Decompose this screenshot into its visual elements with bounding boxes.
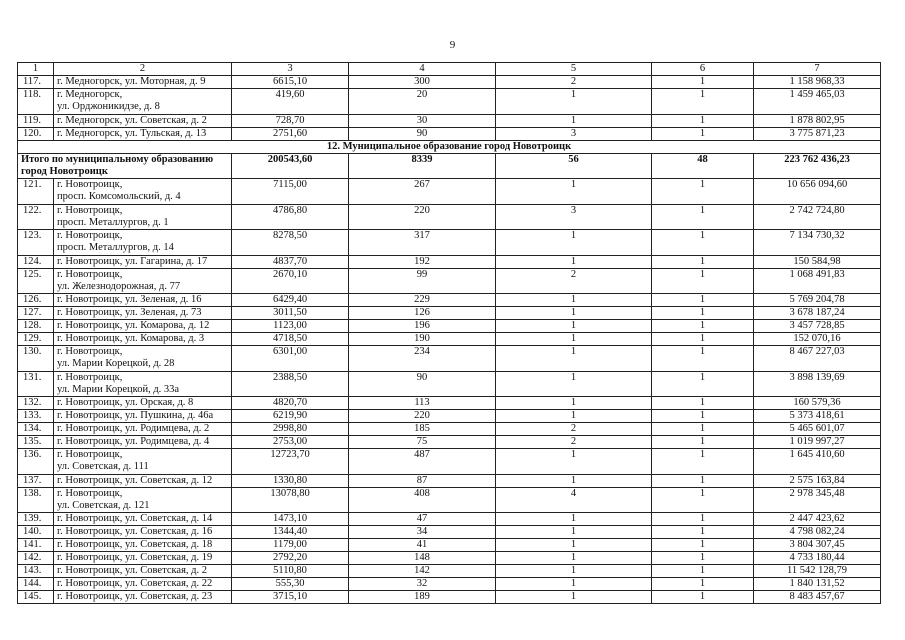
row-number: 126. — [18, 294, 54, 307]
residents: 99 — [349, 268, 496, 294]
houses-count: 1 — [652, 255, 754, 268]
cost: 1 019 997,27 — [754, 436, 881, 449]
residents: 192 — [349, 255, 496, 268]
address: г. Новотроицк, просп. Комсомольский, д. 4 — [54, 179, 232, 205]
header-address: 2 — [54, 63, 232, 76]
houses-count: 1 — [652, 114, 754, 127]
table-row — [18, 89, 881, 115]
houses-count: 1 — [652, 333, 754, 346]
table-row — [18, 410, 881, 423]
cost: 1 459 465,03 — [754, 89, 881, 115]
address: г. Новотроицк, ул. Советская, д. 111 — [54, 449, 232, 475]
floors-count: 1 — [496, 346, 652, 372]
area: 3715,10 — [232, 591, 349, 604]
row-number: 117. — [18, 76, 54, 89]
area: 1344,40 — [232, 526, 349, 539]
table-row — [18, 552, 881, 565]
residents: 229 — [349, 294, 496, 307]
table-row — [18, 526, 881, 539]
table-row — [18, 565, 881, 578]
area: 555,30 — [232, 578, 349, 591]
residents: 20 — [349, 89, 496, 115]
address: г. Новотроицк, ул. Зеленая, д. 73 — [54, 307, 232, 320]
address: г. Медногорск, ул. Орджоникидзе, д. 8 — [54, 89, 232, 115]
area: 6301,00 — [232, 346, 349, 372]
houses-count: 1 — [652, 307, 754, 320]
cost: 3 898 139,69 — [754, 371, 881, 397]
floors-count: 1 — [496, 526, 652, 539]
houses-count: 1 — [652, 552, 754, 565]
table-row — [18, 307, 881, 320]
houses-count: 1 — [652, 230, 754, 256]
floors-count: 4 — [496, 487, 652, 513]
header-houses-count: 6 — [652, 63, 754, 76]
cost: 3 457 728,85 — [754, 320, 881, 333]
floors-count: 1 — [496, 591, 652, 604]
address: г. Новотроицк, ул. Гагарина, д. 17 — [54, 255, 232, 268]
cost: 5 373 418,61 — [754, 410, 881, 423]
area: 13078,80 — [232, 487, 349, 513]
floors-count: 3 — [496, 204, 652, 230]
floors-count: 1 — [496, 320, 652, 333]
address: г. Новотроицк, просп. Металлургов, д. 1 — [54, 204, 232, 230]
area: 1179,00 — [232, 539, 349, 552]
table-row — [18, 474, 881, 487]
table-row — [18, 436, 881, 449]
table-row — [18, 76, 881, 89]
table-row — [18, 371, 881, 397]
floors-count: 1 — [496, 410, 652, 423]
cost: 10 656 094,60 — [754, 179, 881, 205]
row-number: 124. — [18, 255, 54, 268]
area: 2998,80 — [232, 423, 349, 436]
table-row — [18, 578, 881, 591]
section-header-row — [18, 140, 881, 153]
header-cost: 7 — [754, 63, 881, 76]
table-row — [18, 320, 881, 333]
row-number: 131. — [18, 371, 54, 397]
area: 419,60 — [232, 89, 349, 115]
floors-count: 1 — [496, 513, 652, 526]
address: г. Новотроицк, ул. Советская, д. 22 — [54, 578, 232, 591]
total-label: Итого по муниципальному образованию город Новотроицк — [18, 153, 232, 179]
area: 1330,80 — [232, 474, 349, 487]
address: г. Новотроицк, ул. Зеленая, д. 16 — [54, 294, 232, 307]
residents: 196 — [349, 320, 496, 333]
floors-count: 3 — [496, 127, 652, 140]
area: 2388,50 — [232, 371, 349, 397]
address: г. Новотроицк, ул. Советская, д. 121 — [54, 487, 232, 513]
cost: 1 068 491,83 — [754, 268, 881, 294]
houses-count: 1 — [652, 179, 754, 205]
residents: 75 — [349, 436, 496, 449]
table-row — [18, 591, 881, 604]
row-number: 137. — [18, 474, 54, 487]
area: 6219,90 — [232, 410, 349, 423]
header-residents: 4 — [349, 63, 496, 76]
row-number: 118. — [18, 89, 54, 115]
houses-count: 1 — [652, 76, 754, 89]
residents: 90 — [349, 371, 496, 397]
address: г. Медногорск, ул. Моторная, д. 9 — [54, 76, 232, 89]
cost: 5 769 204,78 — [754, 294, 881, 307]
area: 3011,50 — [232, 307, 349, 320]
table-row — [18, 487, 881, 513]
residents: 185 — [349, 423, 496, 436]
header-row-number: 1 — [18, 63, 54, 76]
row-number: 133. — [18, 410, 54, 423]
area: 12723,70 — [232, 449, 349, 475]
table-row — [18, 539, 881, 552]
table-row — [18, 294, 881, 307]
row-number: 120. — [18, 127, 54, 140]
address: г. Новотроицк, ул. Родимцева, д. 4 — [54, 436, 232, 449]
residents: 32 — [349, 578, 496, 591]
area: 4837,70 — [232, 255, 349, 268]
address: г. Медногорск, ул. Советская, д. 2 — [54, 114, 232, 127]
floors-count: 1 — [496, 89, 652, 115]
floors-count: 1 — [496, 333, 652, 346]
residents: 142 — [349, 565, 496, 578]
row-number: 127. — [18, 307, 54, 320]
residents: 300 — [349, 76, 496, 89]
area: 728,70 — [232, 114, 349, 127]
houses-count: 1 — [652, 578, 754, 591]
total-houses-count: 48 — [652, 153, 754, 179]
cost: 3 775 871,23 — [754, 127, 881, 140]
houses-count: 1 — [652, 591, 754, 604]
houses-count: 1 — [652, 474, 754, 487]
residents: 487 — [349, 449, 496, 475]
houses-count: 1 — [652, 487, 754, 513]
table-row — [18, 179, 881, 205]
cost: 2 978 345,48 — [754, 487, 881, 513]
floors-count: 1 — [496, 397, 652, 410]
header-area: 3 — [232, 63, 349, 76]
table-row — [18, 513, 881, 526]
residents: 34 — [349, 526, 496, 539]
row-number: 135. — [18, 436, 54, 449]
houses-count: 1 — [652, 565, 754, 578]
houses-count: 1 — [652, 513, 754, 526]
floors-count: 1 — [496, 307, 652, 320]
cost: 1 878 802,95 — [754, 114, 881, 127]
table-row — [18, 333, 881, 346]
section-title: 12. Муниципальное образование город Новотроицк — [18, 140, 881, 153]
row-number: 129. — [18, 333, 54, 346]
residents: 87 — [349, 474, 496, 487]
area: 2753,00 — [232, 436, 349, 449]
total-row — [18, 153, 881, 179]
houses-count: 1 — [652, 539, 754, 552]
floors-count: 1 — [496, 578, 652, 591]
houses-count: 1 — [652, 268, 754, 294]
area: 1123,00 — [232, 320, 349, 333]
cost: 8 483 457,67 — [754, 591, 881, 604]
houses-count: 1 — [652, 89, 754, 115]
floors-count: 1 — [496, 230, 652, 256]
houses-count: 1 — [652, 436, 754, 449]
address: г. Новотроицк, ул. Марии Корецкой, д. 28 — [54, 346, 232, 372]
page-number: 9 — [449, 39, 456, 51]
row-number: 142. — [18, 552, 54, 565]
row-number: 143. — [18, 565, 54, 578]
row-number: 140. — [18, 526, 54, 539]
address: г. Новотроицк, ул. Орская, д. 8 — [54, 397, 232, 410]
row-number: 122. — [18, 204, 54, 230]
cost: 160 579,36 — [754, 397, 881, 410]
residents: 220 — [349, 204, 496, 230]
row-number: 138. — [18, 487, 54, 513]
address: г. Новотроицк, ул. Советская, д. 16 — [54, 526, 232, 539]
address: г. Новотроицк, ул. Советская, д. 18 — [54, 539, 232, 552]
floors-count: 1 — [496, 255, 652, 268]
table-row — [18, 204, 881, 230]
table-row — [18, 449, 881, 475]
floors-count: 1 — [496, 552, 652, 565]
residents: 113 — [349, 397, 496, 410]
row-number: 136. — [18, 449, 54, 475]
row-number: 125. — [18, 268, 54, 294]
residents: 189 — [349, 591, 496, 604]
cost: 1 645 410,60 — [754, 449, 881, 475]
address: г. Новотроицк, ул. Советская, д. 19 — [54, 552, 232, 565]
row-number: 128. — [18, 320, 54, 333]
cost: 2 447 423,62 — [754, 513, 881, 526]
table-row — [18, 397, 881, 410]
total-residents: 8339 — [349, 153, 496, 179]
floors-count: 1 — [496, 371, 652, 397]
area: 5110,80 — [232, 565, 349, 578]
row-number: 130. — [18, 346, 54, 372]
row-number: 119. — [18, 114, 54, 127]
table-row — [18, 346, 881, 372]
row-number: 141. — [18, 539, 54, 552]
cost: 1 840 131,52 — [754, 578, 881, 591]
houses-count: 1 — [652, 397, 754, 410]
area: 8278,50 — [232, 230, 349, 256]
floors-count: 1 — [496, 114, 652, 127]
row-number: 134. — [18, 423, 54, 436]
cost: 4 733 180,44 — [754, 552, 881, 565]
row-number: 139. — [18, 513, 54, 526]
column-number-header — [18, 63, 881, 76]
address: г. Новотроицк, просп. Металлургов, д. 14 — [54, 230, 232, 256]
residents: 47 — [349, 513, 496, 526]
table-row — [18, 423, 881, 436]
floors-count: 2 — [496, 423, 652, 436]
houses-count: 1 — [652, 294, 754, 307]
houses-count: 1 — [652, 410, 754, 423]
residents: 317 — [349, 230, 496, 256]
cost: 3 804 307,45 — [754, 539, 881, 552]
floors-count: 1 — [496, 565, 652, 578]
row-number: 123. — [18, 230, 54, 256]
area: 4786,80 — [232, 204, 349, 230]
residents: 126 — [349, 307, 496, 320]
residents: 267 — [349, 179, 496, 205]
residents: 90 — [349, 127, 496, 140]
residents: 220 — [349, 410, 496, 423]
total-floors-count: 56 — [496, 153, 652, 179]
cost: 2 575 163,84 — [754, 474, 881, 487]
houses-count: 1 — [652, 346, 754, 372]
total-cost: 223 762 436,23 — [754, 153, 881, 179]
residents: 234 — [349, 346, 496, 372]
cost: 5 465 601,07 — [754, 423, 881, 436]
cost: 4 798 082,24 — [754, 526, 881, 539]
header-floors-count: 5 — [496, 63, 652, 76]
row-number: 145. — [18, 591, 54, 604]
cost: 3 678 187,24 — [754, 307, 881, 320]
area: 2751,60 — [232, 127, 349, 140]
table-row — [18, 230, 881, 256]
cost: 2 742 724,80 — [754, 204, 881, 230]
address: г. Новотроицк, ул. Советская, д. 23 — [54, 591, 232, 604]
floors-count: 2 — [496, 268, 652, 294]
cost: 8 467 227,03 — [754, 346, 881, 372]
floors-count: 2 — [496, 76, 652, 89]
property-table — [17, 62, 881, 604]
cost: 1 158 968,33 — [754, 76, 881, 89]
residents: 30 — [349, 114, 496, 127]
area: 6429,40 — [232, 294, 349, 307]
floors-count: 1 — [496, 474, 652, 487]
address: г. Медногорск, ул. Тульская, д. 13 — [54, 127, 232, 140]
row-number: 144. — [18, 578, 54, 591]
cost: 150 584,98 — [754, 255, 881, 268]
residents: 190 — [349, 333, 496, 346]
address: г. Новотроицк, ул. Родимцева, д. 2 — [54, 423, 232, 436]
houses-count: 1 — [652, 127, 754, 140]
address: г. Новотроицк, ул. Советская, д. 2 — [54, 565, 232, 578]
area: 6615,10 — [232, 76, 349, 89]
area: 7115,00 — [232, 179, 349, 205]
area: 1473,10 — [232, 513, 349, 526]
residents: 148 — [349, 552, 496, 565]
residents: 41 — [349, 539, 496, 552]
area: 4820,70 — [232, 397, 349, 410]
area: 2792,20 — [232, 552, 349, 565]
address: г. Новотроицк, ул. Комарова, д. 3 — [54, 333, 232, 346]
table-row — [18, 268, 881, 294]
cost: 11 542 128,79 — [754, 565, 881, 578]
row-number: 121. — [18, 179, 54, 205]
houses-count: 1 — [652, 371, 754, 397]
houses-count: 1 — [652, 320, 754, 333]
address: г. Новотроицк, ул. Пушкина, д. 46а — [54, 410, 232, 423]
cost: 152 070,16 — [754, 333, 881, 346]
area: 2670,10 — [232, 268, 349, 294]
floors-count: 1 — [496, 294, 652, 307]
address: г. Новотроицк, ул. Марии Корецкой, д. 33а — [54, 371, 232, 397]
houses-count: 1 — [652, 526, 754, 539]
row-number: 132. — [18, 397, 54, 410]
residents: 408 — [349, 487, 496, 513]
floors-count: 1 — [496, 449, 652, 475]
address: г. Новотроицк, ул. Советская, д. 14 — [54, 513, 232, 526]
houses-count: 1 — [652, 449, 754, 475]
floors-count: 1 — [496, 539, 652, 552]
houses-count: 1 — [652, 204, 754, 230]
address: г. Новотроицк, ул. Железнодорожная, д. 77 — [54, 268, 232, 294]
floors-count: 2 — [496, 436, 652, 449]
floors-count: 1 — [496, 179, 652, 205]
total-area: 200543,60 — [232, 153, 349, 179]
area: 4718,50 — [232, 333, 349, 346]
address: г. Новотроицк, ул. Комарова, д. 12 — [54, 320, 232, 333]
table-row — [18, 255, 881, 268]
houses-count: 1 — [652, 423, 754, 436]
table-row — [18, 127, 881, 140]
address: г. Новотроицк, ул. Советская, д. 12 — [54, 474, 232, 487]
cost: 7 134 730,32 — [754, 230, 881, 256]
table-row — [18, 114, 881, 127]
